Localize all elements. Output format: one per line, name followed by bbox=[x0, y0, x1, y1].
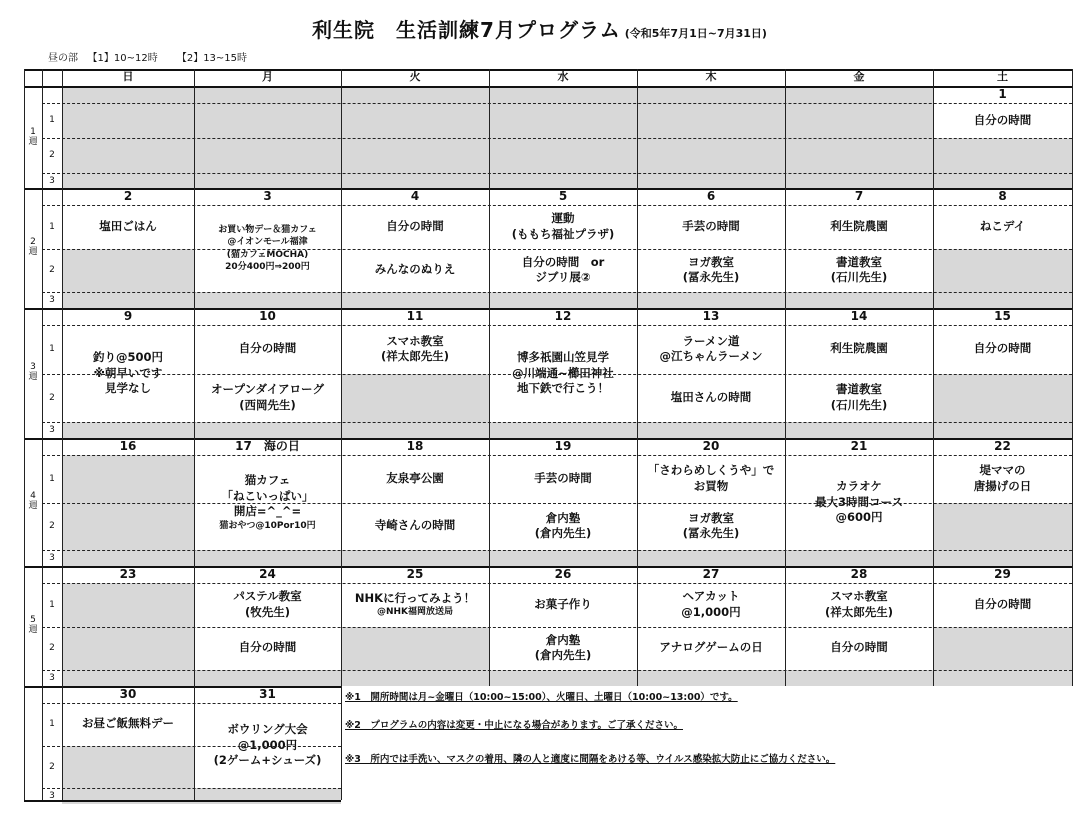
program-slot-2: アナログゲームの日 bbox=[659, 640, 763, 655]
program-slot-3 bbox=[62, 670, 194, 686]
weekday-header: 日 bbox=[122, 70, 134, 84]
note-3: ※3 所内では手洗い、マスクの着用、隣の人と適度に間隔をあける等、ウイルス感染拡大防止にご協力ください。 bbox=[345, 754, 836, 765]
row-number: 2 bbox=[49, 150, 55, 161]
date-number bbox=[62, 86, 194, 103]
program-text: 自分の時間 bbox=[973, 596, 1032, 611]
row-number: 3 bbox=[49, 294, 55, 305]
program-slot-2: 自分の時間 or ジブリ展② bbox=[521, 254, 605, 285]
grid-line bbox=[42, 788, 341, 789]
program-slot-1: 「さわらめしくうや」で お買物 bbox=[647, 463, 775, 493]
program-slot-3 bbox=[933, 670, 1072, 686]
week-label: 2 週 bbox=[28, 237, 38, 257]
program-slot-3 bbox=[489, 422, 637, 438]
grid-line bbox=[24, 308, 1072, 310]
date-number: 22 bbox=[994, 439, 1011, 454]
program-text: NHKに行ってみよう！ @NHK福岡放送局 bbox=[354, 590, 476, 618]
date-number: 19 bbox=[554, 439, 572, 454]
program-slot-2 bbox=[341, 627, 489, 671]
grid-line bbox=[637, 69, 638, 686]
program-text: お買い物デー＆猫カフェ @イオンモール福津 (猫カフェMOCHA) 20分400円⇒200円 bbox=[218, 225, 317, 272]
row-number: 3 bbox=[49, 552, 55, 563]
weekday-header: 火 bbox=[409, 70, 421, 84]
program-slot-3 bbox=[637, 292, 785, 308]
program-slot-3 bbox=[933, 173, 1072, 189]
row-number: 2 bbox=[49, 761, 55, 772]
program-slot-3 bbox=[785, 173, 933, 189]
program-slot-3 bbox=[341, 292, 489, 308]
date-number: 14 bbox=[850, 309, 868, 324]
program-text: お昼ご飯無料デー bbox=[82, 716, 174, 731]
program-text: カラオケ 最大3時間コース @600円 bbox=[815, 479, 903, 525]
grid-line bbox=[24, 686, 341, 688]
grid-line bbox=[42, 422, 1072, 423]
program-slot-2 bbox=[341, 374, 489, 423]
date-number: 3 bbox=[263, 189, 272, 204]
grid-line bbox=[24, 438, 1072, 440]
grid-line bbox=[42, 627, 1072, 628]
program-slot-2: 自分の時間 bbox=[830, 640, 888, 655]
program-slot-1: お菓子作り bbox=[534, 596, 592, 611]
row-number: 2 bbox=[49, 521, 55, 532]
weekday-header: 土 bbox=[997, 70, 1008, 84]
row-number: 2 bbox=[49, 265, 55, 276]
program-text: ボウリング大会 @1,000円 (2ゲーム+シューズ) bbox=[213, 722, 322, 768]
date-number: 21 bbox=[850, 439, 868, 454]
program-slot-3 bbox=[489, 550, 637, 566]
program-slot-1: 利生院農園 bbox=[830, 218, 888, 233]
program-slot-3 bbox=[489, 670, 637, 686]
date-number: 24 bbox=[259, 567, 276, 582]
grid-line bbox=[933, 69, 934, 686]
grid-line bbox=[42, 746, 341, 747]
program-slot-3 bbox=[933, 292, 1072, 308]
date-number: 28 bbox=[850, 567, 868, 582]
date-number: 31 bbox=[259, 687, 276, 702]
grid-line bbox=[1072, 69, 1073, 686]
program-slot-2 bbox=[933, 249, 1072, 293]
program-slot-2: オープンダイアローグ (西岡先生) bbox=[211, 382, 324, 412]
row-number: 1 bbox=[49, 344, 55, 355]
note-2: ※2 プログラムの内容は変更・中止になる場合があります。ご了承ください。 bbox=[345, 720, 683, 731]
grid-line bbox=[42, 703, 341, 704]
program-slot-1: 手芸の時間 bbox=[682, 218, 740, 233]
date-number: 25 bbox=[406, 567, 424, 582]
row-number: 1 bbox=[49, 221, 55, 232]
grid-line bbox=[24, 188, 1072, 190]
program-slot-3 bbox=[785, 292, 933, 308]
program-slot-3 bbox=[194, 422, 341, 438]
program-text: 猫カフェ 「ねこいっぱい」 開店=^_^= 猫おやつ@10Por10円 bbox=[219, 473, 316, 531]
grid-line bbox=[42, 374, 1072, 375]
program-slot-2: みんなのぬりえ bbox=[374, 262, 456, 277]
program-slot-1: 利生院農園 bbox=[830, 341, 888, 356]
program-slot-3 bbox=[637, 550, 785, 566]
program-slot-3 bbox=[341, 670, 489, 686]
date-number: 4 bbox=[410, 189, 420, 204]
program-slot-1: ラーメン道 @江ちゃんラーメン bbox=[659, 333, 763, 364]
program-slot-1: パステル教室 (牧先生) bbox=[233, 589, 302, 619]
date-number: 23 bbox=[119, 567, 137, 582]
program-slot-2: ヨガ教室 (冨永先生) bbox=[682, 254, 740, 285]
program-slot-2: 書道教室 (石川先生) bbox=[830, 254, 888, 285]
week-label: 1 週 bbox=[28, 126, 38, 147]
program-slot-2 bbox=[933, 503, 1072, 551]
legend-label: 昼の部 bbox=[48, 53, 78, 64]
program-slot-3 bbox=[341, 422, 489, 438]
program-slot-3 bbox=[62, 173, 194, 189]
grid-line bbox=[42, 205, 1072, 206]
program-slot-2: 倉内塾 (倉内先生) bbox=[534, 510, 592, 541]
row-number: 3 bbox=[49, 424, 55, 435]
legend-slot-2: 【2】13~15時 bbox=[176, 53, 248, 64]
date-number: 2 bbox=[123, 189, 133, 204]
program-slot-3 bbox=[785, 422, 933, 438]
grid-line bbox=[42, 503, 1072, 504]
program-slot-1: 運動 (ももち福祉プラザ) bbox=[511, 211, 615, 241]
program-slot-2 bbox=[62, 746, 194, 789]
grid-line bbox=[42, 583, 1072, 584]
program-slot-1: 手芸の時間 bbox=[534, 470, 592, 485]
date-number: 18 bbox=[406, 439, 424, 454]
program-slot-1: 友泉亭公園 bbox=[386, 470, 444, 485]
grid-line bbox=[24, 69, 1072, 71]
row-number: 1 bbox=[49, 115, 55, 126]
grid-line bbox=[489, 69, 490, 686]
date-number: 8 bbox=[998, 189, 1007, 204]
date-number: 1 bbox=[998, 87, 1007, 102]
program-slot-3 bbox=[489, 173, 637, 189]
date-number: 5 bbox=[558, 189, 568, 204]
weekday-header: 水 bbox=[557, 70, 569, 84]
program-text: 堤ママの 唐揚げの日 bbox=[973, 463, 1032, 493]
grid-line bbox=[42, 292, 1072, 293]
program-slot-2 bbox=[933, 627, 1072, 671]
grid-line bbox=[42, 550, 1072, 551]
grid-line bbox=[24, 86, 1072, 88]
program-slot-3 bbox=[933, 422, 1072, 438]
date-number: 17 海の日 bbox=[235, 439, 300, 454]
date-number bbox=[489, 86, 637, 103]
row-number: 2 bbox=[49, 643, 55, 654]
date-number: 16 bbox=[119, 439, 137, 454]
grid-line bbox=[62, 69, 63, 800]
grid-line bbox=[24, 800, 341, 802]
program-slot-3 bbox=[194, 550, 341, 566]
grid-line bbox=[42, 69, 43, 800]
program-slot-3 bbox=[637, 173, 785, 189]
program-slot-3 bbox=[62, 550, 194, 566]
program-text: 自分の時間 bbox=[973, 341, 1032, 356]
program-slot-2: 書道教室 (石川先生) bbox=[830, 382, 888, 412]
program-slot-1: スマホ教室 (祥太郎先生) bbox=[824, 589, 893, 619]
grid-line bbox=[42, 103, 1072, 104]
program-text: スマホ教室 (祥太郎先生) bbox=[380, 333, 449, 364]
program-slot-1: 自分の時間 bbox=[238, 341, 297, 356]
program-slot-2 bbox=[933, 138, 1072, 173]
program-text: 博多祇園山笠見学 @川端通~櫛田神社 地下鉄で行こう！ bbox=[512, 350, 614, 396]
program-slot-3 bbox=[194, 670, 341, 686]
program-slot-3 bbox=[637, 670, 785, 686]
grid-line bbox=[42, 325, 1072, 326]
weekday-header: 金 bbox=[853, 70, 865, 84]
program-slot-3 bbox=[933, 550, 1072, 566]
program-slot-2 bbox=[933, 374, 1072, 423]
row-number: 1 bbox=[49, 719, 55, 730]
program-slot-3 bbox=[785, 670, 933, 686]
program-slot-3 bbox=[194, 292, 341, 308]
date-number: 12 bbox=[554, 309, 572, 324]
program-slot-2: ヨガ教室 (冨永先生) bbox=[682, 510, 740, 541]
grid-line bbox=[42, 670, 1072, 671]
row-number: 3 bbox=[49, 790, 55, 801]
program-slot-2: 自分の時間 bbox=[238, 640, 297, 655]
date-number bbox=[785, 86, 933, 103]
week-label: 3 週 bbox=[28, 362, 38, 382]
date-number: 10 bbox=[259, 309, 276, 324]
row-number: 1 bbox=[49, 473, 55, 484]
title-subtitle: (令和5年7月1日~7月31日) bbox=[624, 27, 767, 40]
program-slot-3 bbox=[62, 422, 194, 438]
program-slot-3 bbox=[785, 550, 933, 566]
grid-line bbox=[341, 69, 342, 800]
date-number bbox=[194, 86, 341, 103]
grid-line bbox=[42, 455, 1072, 456]
title-main: 利生院 生活訓練7月プログラム bbox=[312, 18, 621, 42]
program-slot-2 bbox=[62, 249, 194, 293]
grid-line bbox=[42, 249, 1072, 250]
date-number: 30 bbox=[119, 687, 137, 702]
week-label bbox=[24, 686, 42, 804]
grid-line bbox=[194, 69, 195, 800]
program-text: ねこデイ bbox=[979, 218, 1026, 233]
grid-line bbox=[24, 566, 1072, 568]
program-slot-3 bbox=[194, 173, 341, 189]
date-number: 7 bbox=[854, 189, 864, 204]
date-number bbox=[341, 86, 489, 103]
date-number: 13 bbox=[702, 309, 720, 324]
program-slot-1: 自分の時間 bbox=[386, 218, 444, 233]
week-label: 5 週 bbox=[28, 615, 38, 635]
date-number: 27 bbox=[702, 567, 720, 582]
program-slot-1: ヘアカット @1,000円 bbox=[681, 589, 741, 619]
date-number: 9 bbox=[123, 309, 133, 324]
program-slot-3 bbox=[341, 173, 489, 189]
date-number: 6 bbox=[706, 189, 716, 204]
program-slot-3 bbox=[62, 292, 194, 308]
grid-line bbox=[42, 173, 1072, 174]
date-number bbox=[637, 86, 785, 103]
row-number: 3 bbox=[49, 175, 55, 186]
program-slot-2: 塩田さんの時間 bbox=[670, 389, 752, 404]
legend-slot-1: 【1】10~12時 bbox=[87, 53, 158, 64]
date-number: 15 bbox=[994, 309, 1011, 324]
program-text: 塩田ごはん bbox=[99, 218, 157, 233]
program-slot-3 bbox=[637, 422, 785, 438]
program-text: 釣り@500円 ※朝早いです 見学なし bbox=[92, 350, 163, 396]
program-text: 自分の時間 bbox=[973, 112, 1032, 127]
date-number: 29 bbox=[994, 567, 1011, 582]
row-number: 2 bbox=[49, 392, 55, 403]
program-slot-3 bbox=[341, 550, 489, 566]
date-number: 11 bbox=[406, 309, 424, 324]
row-number: 1 bbox=[49, 599, 55, 610]
program-slot-3 bbox=[489, 292, 637, 308]
weekday-header: 月 bbox=[262, 70, 273, 84]
grid-line bbox=[24, 69, 25, 800]
weekday-header: 木 bbox=[705, 70, 717, 84]
program-slot-2: 寺崎さんの時間 bbox=[374, 518, 456, 533]
note-1: ※1 開所時間は月~金曜日（10:00~15:00）、火曜日、土曜日（10:00~13:00）です。 bbox=[345, 692, 738, 703]
week-label: 4 週 bbox=[28, 491, 38, 511]
date-number: 26 bbox=[554, 567, 572, 582]
grid-line bbox=[785, 69, 786, 686]
program-slot-2: 倉内塾 (倉内先生) bbox=[534, 632, 592, 663]
date-number: 20 bbox=[702, 439, 720, 454]
row-number: 3 bbox=[49, 672, 55, 683]
grid-line bbox=[42, 138, 1072, 139]
